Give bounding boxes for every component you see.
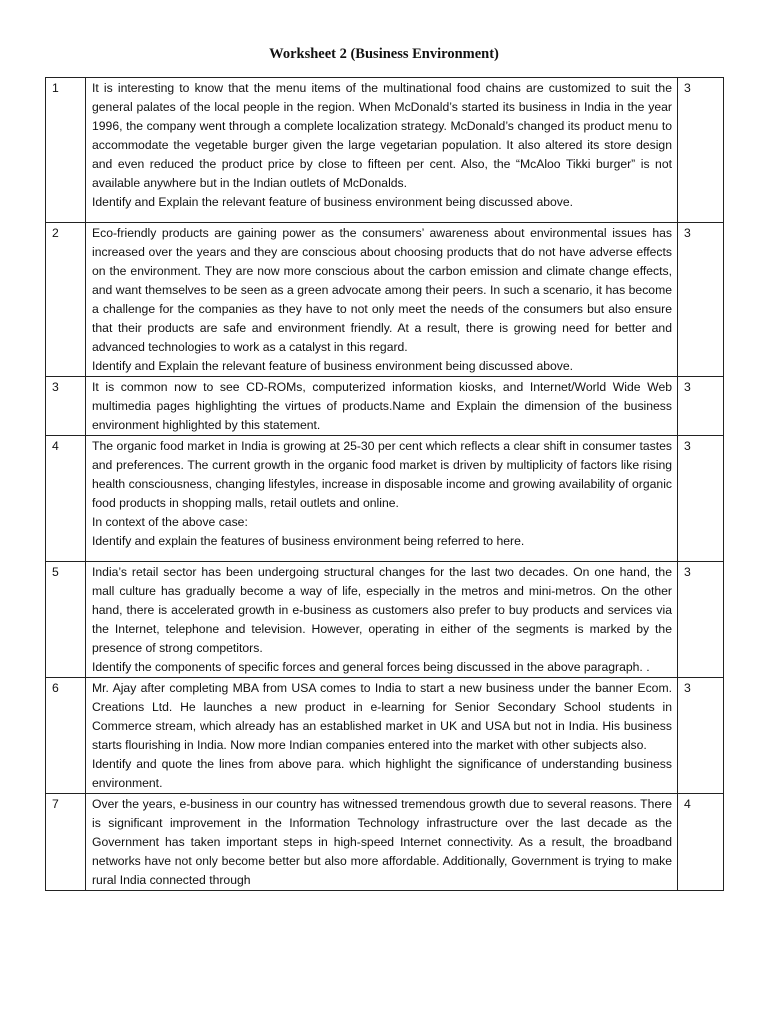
question-number: 3 [46, 377, 86, 436]
question-text [86, 678, 678, 794]
question-row [46, 678, 724, 794]
question-paragraph: Identify and quote the lines from above para. which highlight the significance of understanding business environment. [92, 757, 672, 790]
question-marks: 3 [678, 223, 724, 377]
question-text [86, 223, 678, 377]
question-number: 4 [46, 436, 86, 562]
question-number: 6 [46, 678, 86, 794]
question-row [46, 562, 724, 678]
question-text [86, 794, 678, 891]
questions-table [45, 77, 724, 891]
question-paragraph: Identify and explain the features of business environment being referred to here. [92, 534, 525, 548]
question-paragraph: In context of the above case: [92, 515, 248, 529]
question-row [46, 794, 724, 891]
question-number: 5 [46, 562, 86, 678]
question-marks: 4 [678, 794, 724, 891]
question-text [86, 78, 678, 223]
worksheet-title: Worksheet 2 (Business Environment) [269, 46, 499, 62]
question-number: 1 [46, 78, 86, 223]
question-text [86, 436, 678, 562]
question-paragraph: Over the years, e-business in our country has witnessed tremendous growth due to several reasons. There is significant improvement in the Information Technology infrastructure over the last decade as the Government has taken important steps in high-speed Internet connectivity. As a result, the broadband networks have not only become better but also more affordable. Additionally, Government is trying to make rural India connected through [92, 797, 672, 887]
question-paragraph: Eco-friendly products are gaining power as the consumers’ awareness about environmental issues has increased over the years and they are conscious about choosing products that do not have adverse effects on the environment. They are now more conscious about the carbon emission and climate change effects, and want themselves to be seen as a green advocate among their peers. In such a scenario, it has become a challenge for the companies as they have to not only meet the needs of the consumers but also ensure that their products are safe and environment friendly. At a result, there is growing need for better and advanced technologies to work as a catalyst in this regard. [92, 226, 672, 354]
question-paragraph: Identify the components of specific forces and general forces being discussed in the above paragraph. . [92, 660, 650, 674]
question-text [86, 377, 678, 436]
question-text [86, 562, 678, 678]
question-paragraph: It is common now to see CD-ROMs, computerized information kiosks, and Internet/World Wide Web multimedia pages highlighting the virtues of products.Name and Explain the dimension of the business environment highlighted by this statement. [92, 380, 672, 432]
question-marks: 3 [678, 562, 724, 678]
question-paragraph: Mr. Ajay after completing MBA from USA comes to India to start a new business under the banner Ecom. Creations Ltd. He launches a new product in e-learning for Senior Secondary School students in Commerce stream, which already has an established market in UK and USA but not in India. His business starts flourishing in India. Now more Indian companies entered into the market with other subjects also. [92, 681, 672, 752]
question-marks: 3 [678, 377, 724, 436]
question-number: 7 [46, 794, 86, 891]
question-row [46, 78, 724, 223]
question-paragraph: India’s retail sector has been undergoing structural changes for the last two decades. On one hand, the mall culture has gradually become a way of life, especially in the metros and mini-metros. On the other hand, there is accelerated growth in e-business as customers also prefer to buy products and services via the Internet, telephone and television. However, operating in either of the segments is marked by the presence of strong competitors. [92, 565, 672, 655]
question-row [46, 377, 724, 436]
question-marks: 3 [678, 78, 724, 223]
question-paragraph: It is interesting to know that the menu items of the multinational food chains are customized to suit the general palates of the local people in the region. When McDonald’s started its business in India in the year 1996, the company went through a complete localization strategy. McDonald’s changed its product menu to accommodate the vegetable burger given the large vegetarian population. It also altered its store design and even reduced the product price by close to fifteen per cent. Also, the “McAloo Tikki burger” is not available anywhere but in the Indian outlets of McDonalds. [92, 81, 672, 190]
question-marks: 3 [678, 678, 724, 794]
question-number: 2 [46, 223, 86, 377]
question-marks: 3 [678, 436, 724, 562]
question-row [46, 223, 724, 377]
question-row [46, 436, 724, 562]
question-paragraph: Identify and Explain the relevant feature of business environment being discussed above. [92, 195, 574, 209]
question-paragraph: Identify and Explain the relevant feature of business environment being discussed above. [92, 359, 574, 373]
question-paragraph: The organic food market in India is growing at 25-30 per cent which reflects a clear shift in consumer tastes and preferences. The current growth in the organic food market is driven by multiplicity of factors like rising health consciousness, changing lifestyles, increase in disposable income and growing availability of organic food products in shopping malls, retail outlets and online. [92, 439, 672, 510]
